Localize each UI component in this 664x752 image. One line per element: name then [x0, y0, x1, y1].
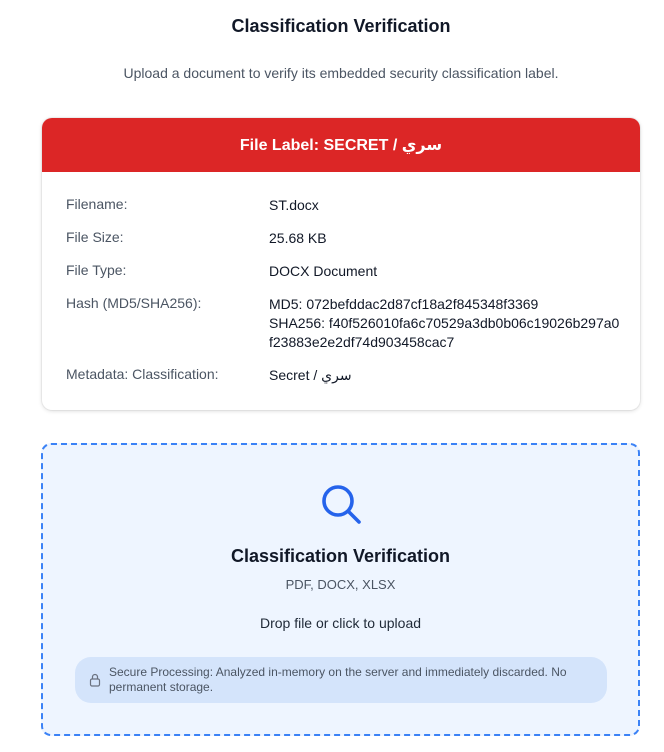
search-icon — [320, 483, 364, 527]
upload-prompt[interactable]: Drop file or click to upload — [259, 615, 422, 631]
detail-key: Filename: — [66, 196, 128, 212]
secure-processing-text: Secure Processing: Analyzed in-memory on the server and immediately discarded. No permanent storage. — [109, 665, 567, 694]
detail-key: File Size: — [66, 229, 124, 245]
upload-title: Classification Verification — [230, 546, 451, 566]
detail-value: DOCX Document — [269, 263, 378, 279]
detail-value: Secret / سري — [269, 367, 352, 383]
hash-values — [269, 295, 621, 352]
detail-key: Metadata: Classification: — [66, 366, 219, 382]
page-title: Classification Verification — [231, 16, 451, 36]
page-subtitle: Upload a document to verify its embedded security classification label. — [123, 65, 559, 81]
sha256-hash: SHA256: f40f526010fa6c70529a3db0b06c19026b297a0f23883e2e2df74d903458cac7 — [269, 315, 620, 350]
detail-key: File Type: — [66, 262, 127, 278]
detail-key: Hash (MD5/SHA256): — [66, 295, 202, 311]
file-label-text: File Label: SECRET / سري — [239, 137, 443, 154]
lock-icon — [89, 673, 101, 687]
secure-processing-note — [75, 657, 607, 703]
upload-dropzone[interactable] — [41, 443, 640, 736]
detail-value: 25.68 KB — [269, 230, 327, 246]
supported-formats: PDF, DOCX, XLSX — [285, 577, 396, 592]
file-label-banner — [42, 118, 640, 172]
classification-result-card — [42, 118, 640, 410]
md5-hash: MD5: 072befddac2d87cf18a2f845348f3369 — [269, 296, 539, 312]
detail-value: ST.docx — [269, 197, 319, 213]
